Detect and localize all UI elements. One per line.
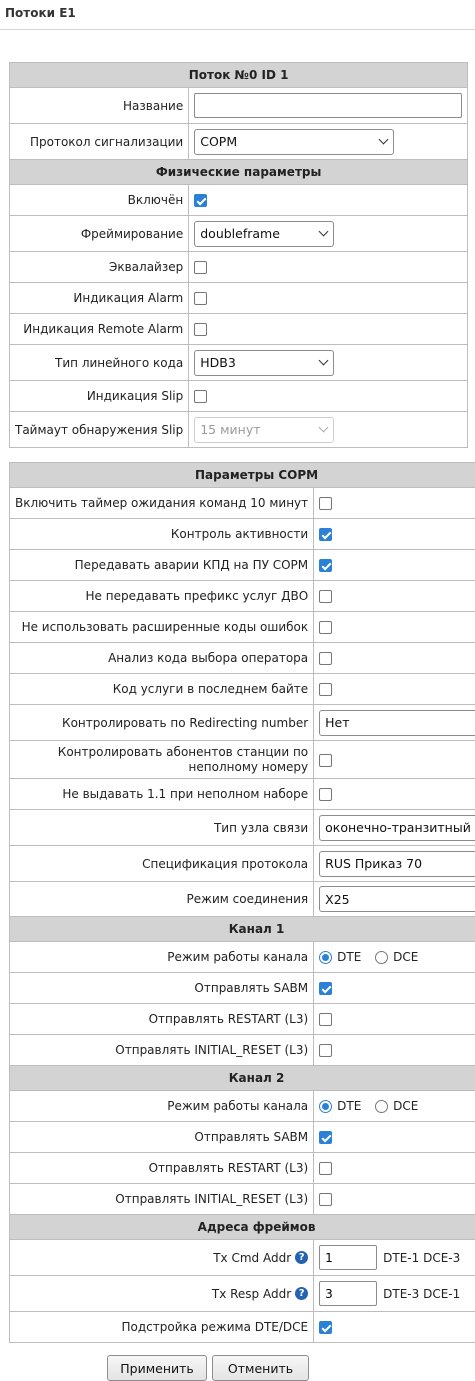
apply-button[interactable]: Применить xyxy=(107,1355,207,1381)
stream-header: Поток №0 ID 1 xyxy=(10,63,468,88)
redirecting-label: Контролировать по Redirecting number xyxy=(10,705,314,741)
slip-timeout-value: 15 минут xyxy=(200,422,261,437)
equalizer-label: Эквалайзер xyxy=(10,252,189,283)
enabled-checkbox[interactable] xyxy=(194,194,207,207)
no11-checkbox[interactable] xyxy=(319,788,332,801)
line-code-select[interactable] xyxy=(194,350,334,376)
help-icon[interactable]: ? xyxy=(295,1287,308,1300)
channel1-header-row xyxy=(10,917,475,942)
name-label: Название xyxy=(10,88,189,124)
sorm-row-label: Не передавать префикс услуг ДВО xyxy=(10,581,314,612)
stream-header-row xyxy=(10,63,468,88)
tx-resp-hint: DTE-3 DCE-1 xyxy=(383,1286,461,1301)
no-prefix-checkbox[interactable] xyxy=(319,590,332,603)
channel1-mode-label: Режим работы канала xyxy=(10,942,314,973)
sorm-row xyxy=(10,674,475,705)
sorm-row xyxy=(10,519,475,550)
channel2-restart-row xyxy=(10,1153,475,1184)
chevron-down-icon xyxy=(319,356,329,366)
channel2-dce-radio[interactable] xyxy=(375,1100,388,1113)
chevron-down-icon xyxy=(379,135,389,145)
channel2-header-row xyxy=(10,1066,475,1091)
channel2-sabm-label: Отправлять SABM xyxy=(10,1122,314,1153)
framing-row xyxy=(10,216,468,252)
protocol-label: Протокол сигнализации xyxy=(10,124,189,160)
channel2-mode-row xyxy=(10,1091,475,1122)
tx-cmd-label: Tx Cmd Addr xyxy=(213,1250,292,1265)
help-icon[interactable]: ? xyxy=(295,1251,308,1264)
channel1-initial-reset-row xyxy=(10,1035,475,1066)
redirecting-value: Нет xyxy=(325,715,350,730)
channel1-dce-label: DCE xyxy=(393,950,419,965)
channel2-restart-checkbox[interactable] xyxy=(319,1162,332,1175)
partial-number-checkbox[interactable] xyxy=(319,754,332,767)
sorm-row-label: Не использовать расширенные коды ошибок xyxy=(10,612,314,643)
remote-alarm-label: Индикация Remote Alarm xyxy=(10,314,189,345)
equalizer-row xyxy=(10,252,468,283)
channel2-sabm-row xyxy=(10,1122,475,1153)
phys-header: Физические параметры xyxy=(10,160,468,185)
framing-value: doubleframe xyxy=(200,226,280,241)
channel2-dte-radio[interactable] xyxy=(319,1100,332,1113)
channel1-dte-label: DTE xyxy=(337,950,362,965)
sorm-settings-table xyxy=(9,462,475,1343)
cancel-button[interactable]: Отменить xyxy=(212,1355,309,1381)
enabled-row xyxy=(10,185,468,216)
no11-label: Не выдавать 1.1 при неполном наборе xyxy=(10,779,314,810)
name-input[interactable] xyxy=(194,93,462,118)
remote-alarm-checkbox[interactable] xyxy=(194,323,207,336)
sorm-row xyxy=(10,612,475,643)
partial-number-label: Контролировать абонентов станции по неполному номеру xyxy=(10,741,314,779)
sorm-header-row xyxy=(10,463,475,488)
channel1-header: Канал 1 xyxy=(10,917,475,942)
framing-label: Фреймирование xyxy=(10,216,189,252)
conn-mode-row xyxy=(10,882,475,917)
chevron-down-icon xyxy=(319,227,329,237)
spec-value: RUS Приказ 70 xyxy=(325,856,423,871)
partial-number-row xyxy=(10,741,475,779)
node-type-select[interactable] xyxy=(319,815,475,841)
sorm-row-label: Включить таймер ожидания команд 10 минут xyxy=(10,488,314,519)
channel2-initial-reset-checkbox[interactable] xyxy=(319,1193,332,1206)
sorm-row-label: Передавать аварии КПД на ПУ СОРМ xyxy=(10,550,314,581)
channel1-sabm-label: Отправлять SABM xyxy=(10,973,314,1004)
spec-label: Спецификация протокола xyxy=(10,846,314,882)
remote-alarm-row xyxy=(10,314,468,345)
channel1-dce-radio[interactable] xyxy=(375,951,388,964)
line-code-row xyxy=(10,345,468,381)
sorm-row xyxy=(10,643,475,674)
channel1-restart-row xyxy=(10,1004,475,1035)
channel1-initial-reset-label: Отправлять INITIAL_RESET (L3) xyxy=(10,1035,314,1066)
channel1-restart-checkbox[interactable] xyxy=(319,1013,332,1026)
tx-cmd-row xyxy=(10,1240,475,1276)
conn-mode-select[interactable] xyxy=(319,886,475,912)
conn-mode-value: X25 xyxy=(325,891,350,907)
channel2-dce-label: DCE xyxy=(393,1099,419,1114)
channel2-initial-reset-row xyxy=(10,1184,475,1215)
channel2-sabm-checkbox[interactable] xyxy=(319,1131,332,1144)
channel2-restart-label: Отправлять RESTART (L3) xyxy=(10,1153,314,1184)
sorm-row-label: Анализ кода выбора оператора xyxy=(10,643,314,674)
node-type-row xyxy=(10,810,475,846)
protocol-select[interactable] xyxy=(194,129,394,155)
slip-timeout-row xyxy=(10,412,468,448)
sorm-header: Параметры СОРМ xyxy=(10,463,475,488)
channel1-restart-label: Отправлять RESTART (L3) xyxy=(10,1004,314,1035)
channel2-initial-reset-label: Отправлять INITIAL_RESET (L3) xyxy=(10,1184,314,1215)
protocol-value: СОРМ xyxy=(200,134,238,149)
tx-resp-label: Tx Resp Addr xyxy=(211,1286,292,1301)
adjust-row xyxy=(10,1312,475,1343)
adjust-label: Подстройка режима DTE/DCE xyxy=(10,1312,314,1343)
alarm-row xyxy=(10,283,468,314)
alarm-label: Индикация Alarm xyxy=(10,283,189,314)
slip-checkbox[interactable] xyxy=(194,390,207,403)
phys-header-row xyxy=(10,160,468,185)
operator-code-checkbox[interactable] xyxy=(319,652,332,665)
conn-mode-label: Режим соединения xyxy=(10,882,314,917)
alarm-checkbox[interactable] xyxy=(194,292,207,305)
sorm-row xyxy=(10,488,475,519)
frames-header-row xyxy=(10,1215,475,1240)
chevron-down-icon xyxy=(319,423,329,433)
redirecting-row xyxy=(10,705,475,741)
channel1-sabm-checkbox[interactable] xyxy=(319,982,332,995)
node-type-label: Тип узла связи xyxy=(10,810,314,846)
channel2-mode-label: Режим работы канала xyxy=(10,1091,314,1122)
protocol-row xyxy=(10,124,468,160)
spec-row xyxy=(10,846,475,882)
tx-cmd-input[interactable] xyxy=(319,1245,377,1270)
channel2-header: Канал 2 xyxy=(10,1066,475,1091)
command-timer-checkbox[interactable] xyxy=(319,497,332,510)
channel1-mode-row xyxy=(10,942,475,973)
tx-cmd-hint: DTE-1 DCE-3 xyxy=(383,1250,461,1265)
node-type-value: оконечно-транзитный xyxy=(325,820,471,835)
sorm-row-label: Контроль активности xyxy=(10,519,314,550)
channel1-initial-reset-checkbox[interactable] xyxy=(319,1044,332,1057)
adjust-checkbox[interactable] xyxy=(319,1321,332,1334)
sorm-row xyxy=(10,550,475,581)
activity-control-checkbox[interactable] xyxy=(319,528,332,541)
equalizer-checkbox[interactable] xyxy=(194,261,207,274)
tx-resp-row xyxy=(10,1276,475,1312)
slip-row xyxy=(10,381,468,412)
slip-timeout-label: Таймаут обнаружения Slip xyxy=(10,412,189,448)
channel1-dte-radio[interactable] xyxy=(319,951,332,964)
service-code-last-byte-checkbox[interactable] xyxy=(319,683,332,696)
frames-header: Адреса фреймов xyxy=(10,1215,475,1240)
no-extended-codes-checkbox[interactable] xyxy=(319,621,332,634)
sorm-row-label: Код услуги в последнем байте xyxy=(10,674,314,705)
send-alarms-checkbox[interactable] xyxy=(319,559,332,572)
slip-timeout-select xyxy=(194,417,334,443)
window-title: Потоки Е1 xyxy=(0,0,475,30)
channel2-dte-label: DTE xyxy=(337,1099,362,1114)
tx-resp-input[interactable] xyxy=(319,1281,377,1306)
line-code-value: HDB3 xyxy=(200,355,236,370)
line-code-label: Тип линейного кода xyxy=(10,345,189,381)
framing-select[interactable] xyxy=(194,221,334,247)
channel1-sabm-row xyxy=(10,973,475,1004)
slip-label: Индикация Slip xyxy=(10,381,189,412)
no11-row xyxy=(10,779,475,810)
stream-settings-table xyxy=(9,62,468,448)
enabled-label: Включён xyxy=(10,185,189,216)
name-row xyxy=(10,88,468,124)
spec-select[interactable] xyxy=(319,851,475,877)
sorm-row xyxy=(10,581,475,612)
redirecting-select[interactable] xyxy=(319,710,475,736)
